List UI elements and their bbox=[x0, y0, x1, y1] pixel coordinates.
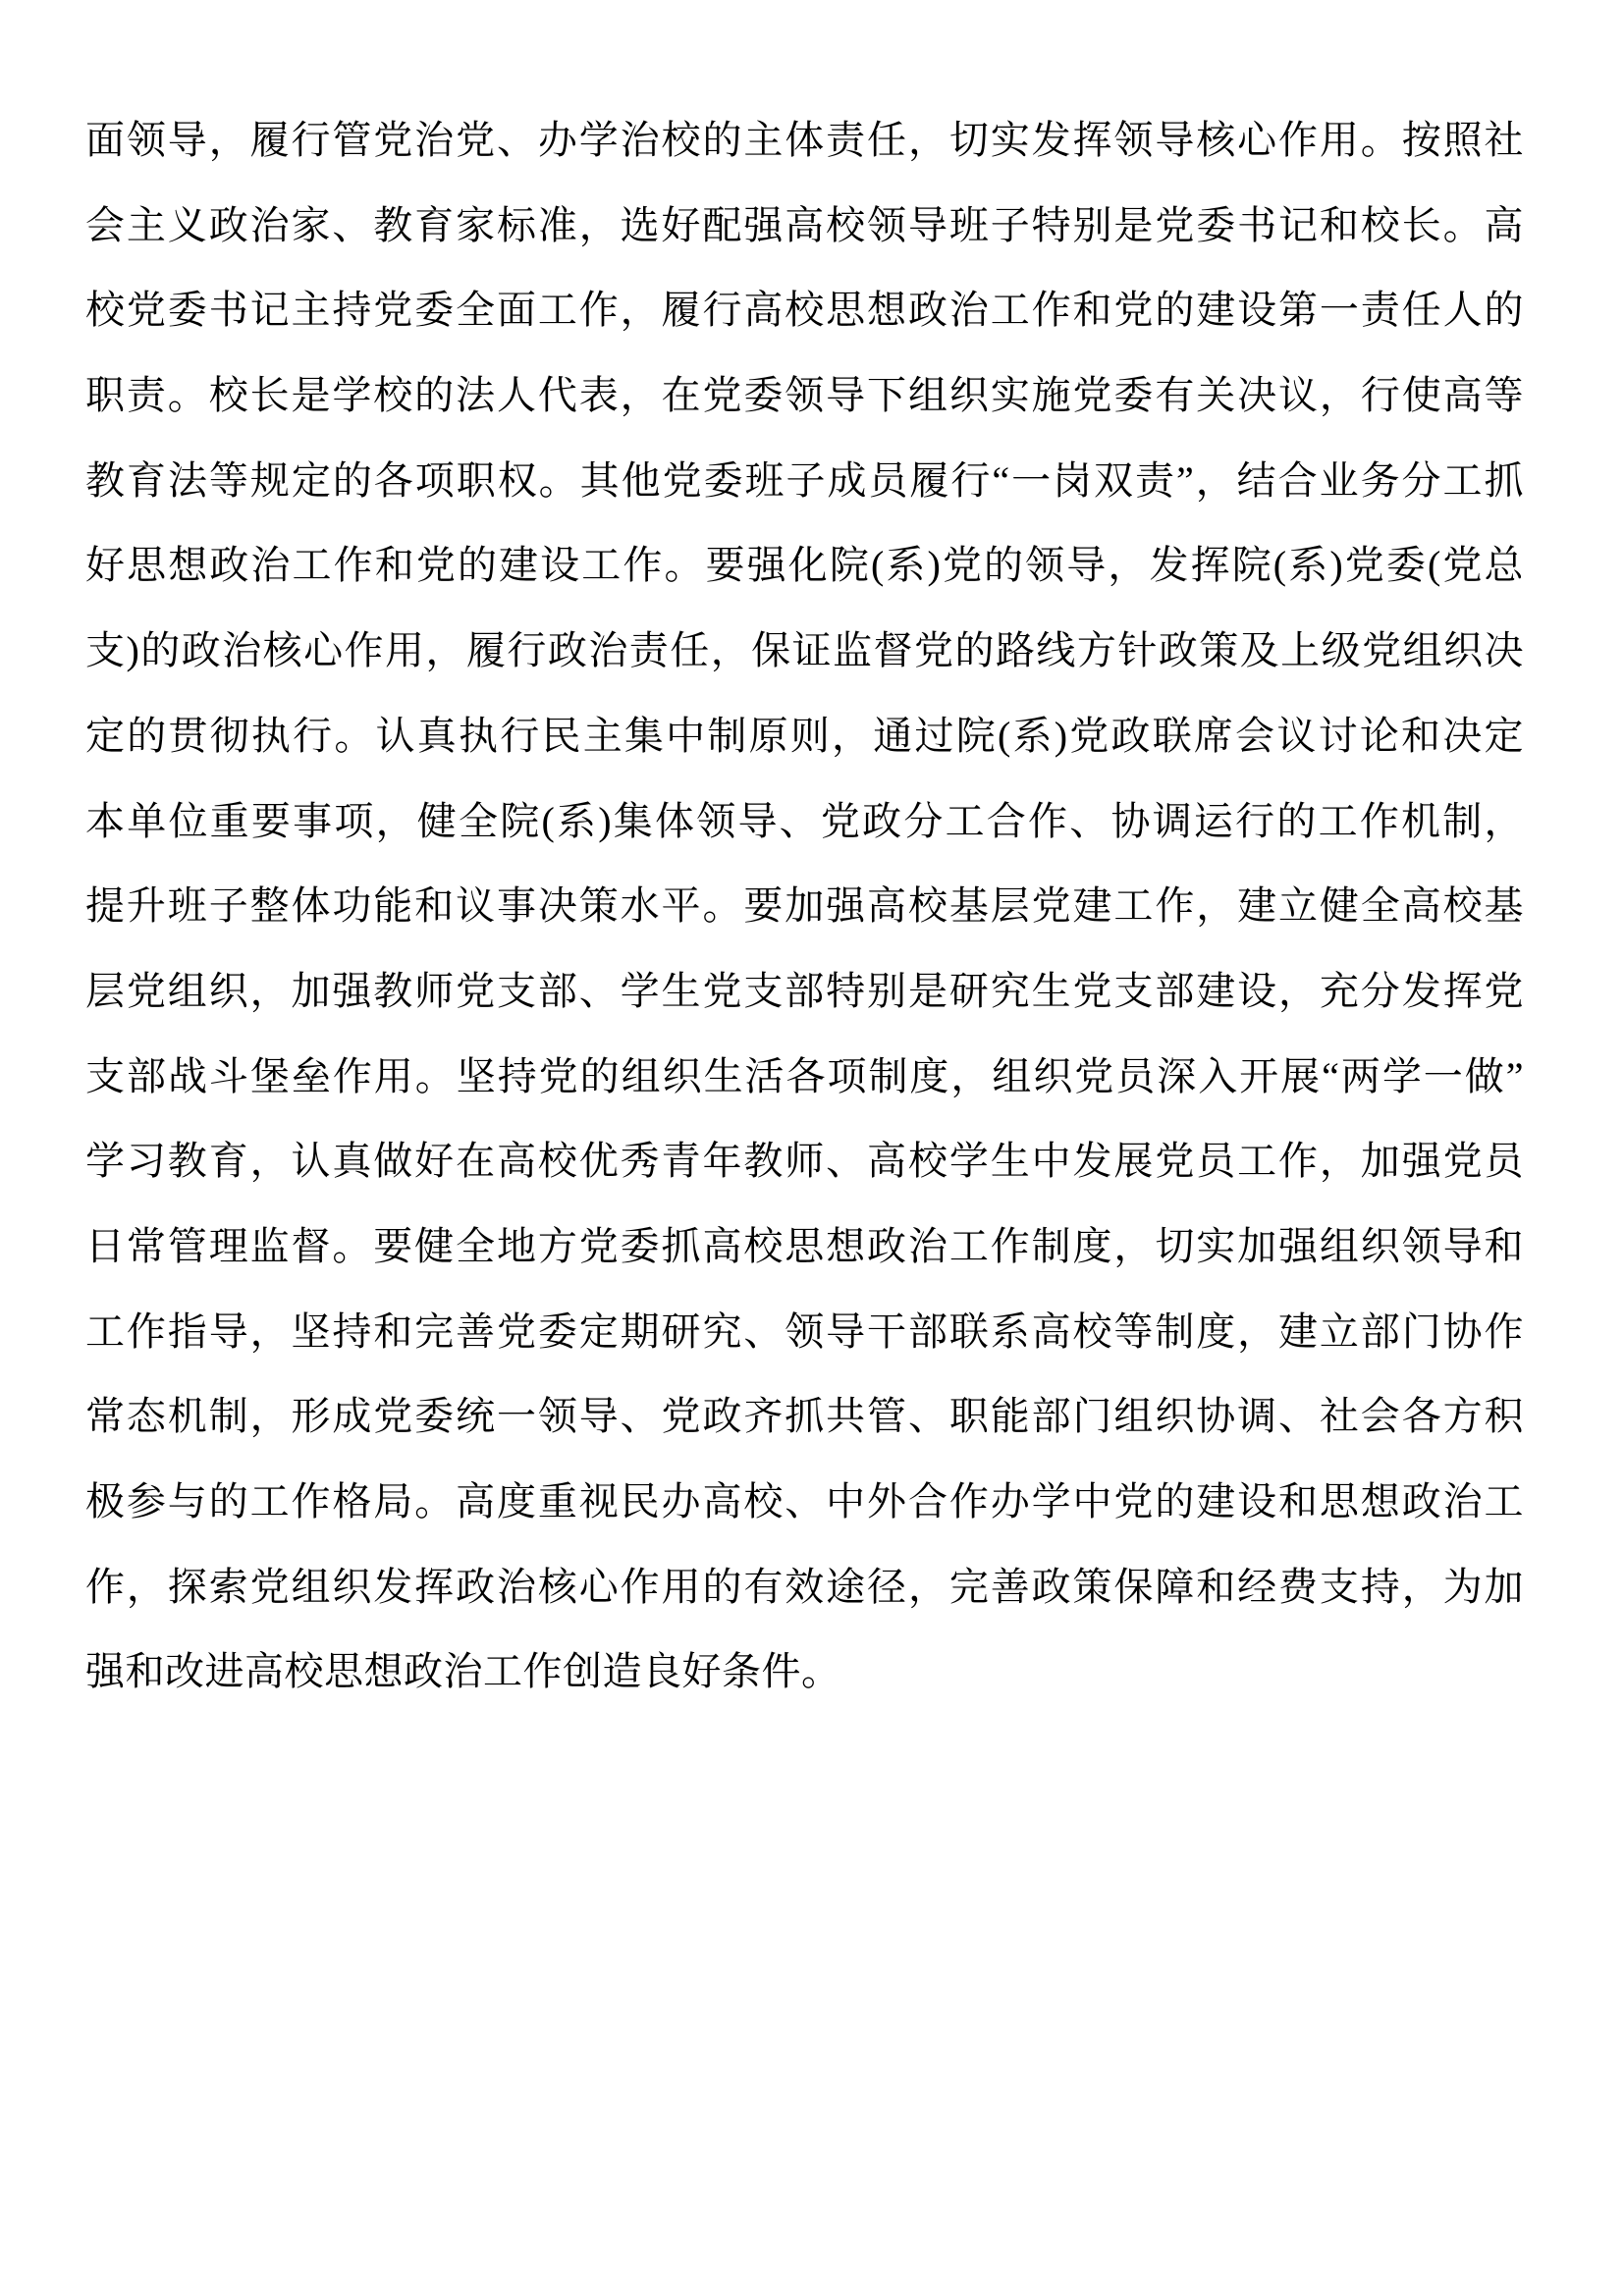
text-line: 职责。校长是学校的法人代表，在党委领导下组织实施党委有关决议，行使高等 bbox=[85, 373, 1524, 418]
text-line: 常态机制，形成党委统一领导、党政齐抓共管、职能部门组织协调、社会各方积 bbox=[85, 1394, 1524, 1439]
text-line: 作，探索党组织发挥政治核心作用的有效途径，完善政策保障和经费支持，为加 bbox=[85, 1564, 1524, 1609]
body-text-paragraph bbox=[85, 98, 1524, 1715]
text-line: 面领导，履行管党治党、办学治校的主体责任，切实发挥领导核心作用。按照社 bbox=[85, 118, 1524, 162]
text-line: 层党组织，加强教师党支部、学生党支部特别是研究生党支部建设，充分发挥党 bbox=[85, 968, 1524, 1013]
text-line: 校党委书记主持党委全面工作，履行高校思想政治工作和党的建设第一责任人的 bbox=[85, 288, 1524, 333]
text-line: 本单位重要事项，健全院(系)集体领导、党政分工合作、协调运行的工作机制， bbox=[85, 798, 1524, 843]
text-line: 教育法等规定的各项职权。其他党委班子成员履行“一岗双责”，结合业务分工抓 bbox=[85, 457, 1524, 503]
text-line: 定的贯彻执行。认真执行民主集中制原则，通过院(系)党政联席会议讨论和决定 bbox=[85, 713, 1524, 758]
text-line: 提升班子整体功能和议事决策水平。要加强高校基层党建工作，建立健全高校基 bbox=[85, 883, 1524, 929]
text-line: 支)的政治核心作用，履行政治责任，保证监督党的路线方针政策及上级党组织决 bbox=[85, 628, 1524, 673]
text-line: 学习教育，认真做好在高校优秀青年教师、高校学生中发展党员工作，加强党员 bbox=[85, 1139, 1524, 1184]
text-line: 强和改进高校思想政治工作创造良好条件。 bbox=[85, 1649, 841, 1694]
text-line: 好思想政治工作和党的建设工作。要强化院(系)党的领导，发挥院(系)党委(党总 bbox=[85, 543, 1524, 588]
text-line: 工作指导，坚持和完善党委定期研究、领导干部联系高校等制度，建立部门协作 bbox=[85, 1308, 1524, 1354]
text-line: 极参与的工作格局。高度重视民办高校、中外合作办学中党的建设和思想政治工 bbox=[85, 1479, 1524, 1523]
text-line: 会主义政治家、教育家标准，选好配强高校领导班子特别是党委书记和校长。高 bbox=[85, 202, 1524, 247]
text-line: 日常管理监督。要健全地方党委抓高校思想政治工作制度，切实加强组织领导和 bbox=[85, 1223, 1524, 1268]
text-line: 支部战斗堡垒作用。坚持党的组织生活各项制度，组织党员深入开展“两学一做” bbox=[85, 1053, 1524, 1098]
